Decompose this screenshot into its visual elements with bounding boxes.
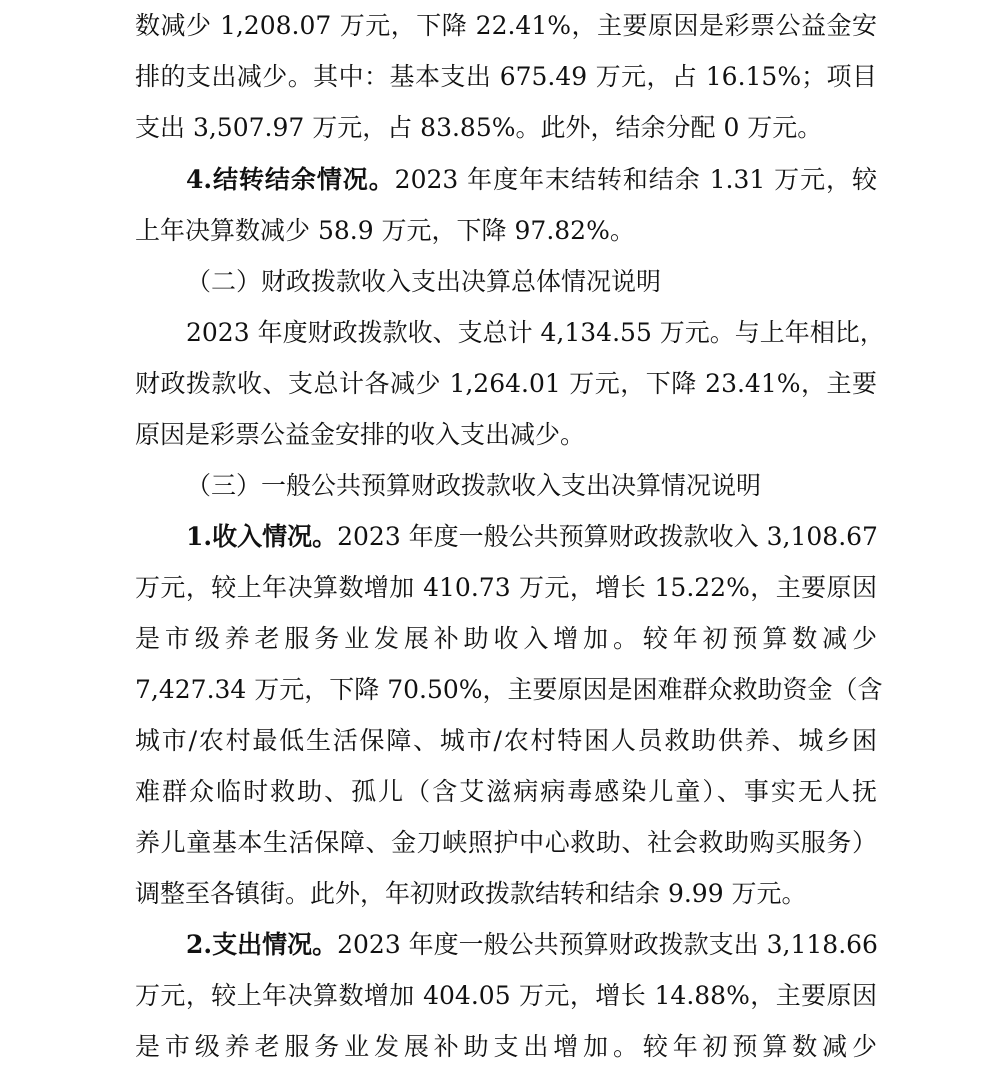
text-line: 难群众临时救助、孤儿（含艾滋病病毒感染儿童）、事实无人抚 [135, 777, 877, 806]
section-heading: 1.收入情况。 [186, 522, 338, 551]
subsection-title: （二）财政拨款收入支出决算总体情况说明 [186, 267, 662, 296]
section-heading-line: 2.支出情况。2023 年度一般公共预算财政拨款支出 3,118.66 [186, 930, 878, 959]
subsection-title: （三）一般公共预算财政拨款收入支出决算情况说明 [186, 471, 762, 500]
text-line: 数减少 1,208.07 万元，下降 22.41%，主要原因是彩票公益金安 [135, 11, 877, 40]
text-line: 排的支出减少。其中：基本支出 675.49 万元，占 16.15%；项目 [135, 62, 877, 91]
text-line: 养儿童基本生活保障、金刀峡照护中心救助、社会救助购买服务） [135, 828, 877, 857]
section-heading-line: 4.结转结余情况。2023 年度年末结转和结余 1.31 万元，较 [186, 165, 877, 194]
text-line: 城市/农村最低生活保障、城市/农村特困人员救助供养、城乡困 [135, 726, 877, 755]
text-line: 是市级养老服务业发展补助收入增加。较年初预算数减少 [135, 624, 877, 653]
text-line: 原因是彩票公益金安排的收入支出减少。 [135, 420, 586, 449]
text-line: 万元，较上年决算数增加 404.05 万元，增长 14.88%，主要原因 [135, 981, 877, 1010]
text-line: 上年决算数减少 58.9 万元，下降 97.82%。 [135, 216, 635, 245]
section-heading: 4.结转结余情况。 [186, 165, 395, 194]
text-line: 调整至各镇街。此外，年初财政拨款结转和结余 9.99 万元。 [135, 879, 807, 908]
text-line: 是市级养老服务业发展补助支出增加。较年初预算数减少 [135, 1032, 877, 1061]
section-heading: 2.支出情况。 [186, 930, 338, 959]
text-line: 7,427.34 万元，下降 70.50%，主要原因是困难群众救助资金（含 [135, 675, 883, 704]
text-line: 支出 3,507.97 万元，占 83.85%。此外，结余分配 0 万元。 [135, 113, 823, 142]
text-line: 财政拨款收、支总计各减少 1,264.01 万元，下降 23.41%，主要 [135, 369, 877, 398]
text-line: 2023 年度财政拨款收、支总计 4,134.55 万元。与上年相比， [186, 318, 885, 347]
section-heading-line: 1.收入情况。2023 年度一般公共预算财政拨款收入 3,108.67 [186, 522, 878, 551]
text-line: 万元，较上年决算数增加 410.73 万元，增长 15.22%，主要原因 [135, 573, 877, 602]
